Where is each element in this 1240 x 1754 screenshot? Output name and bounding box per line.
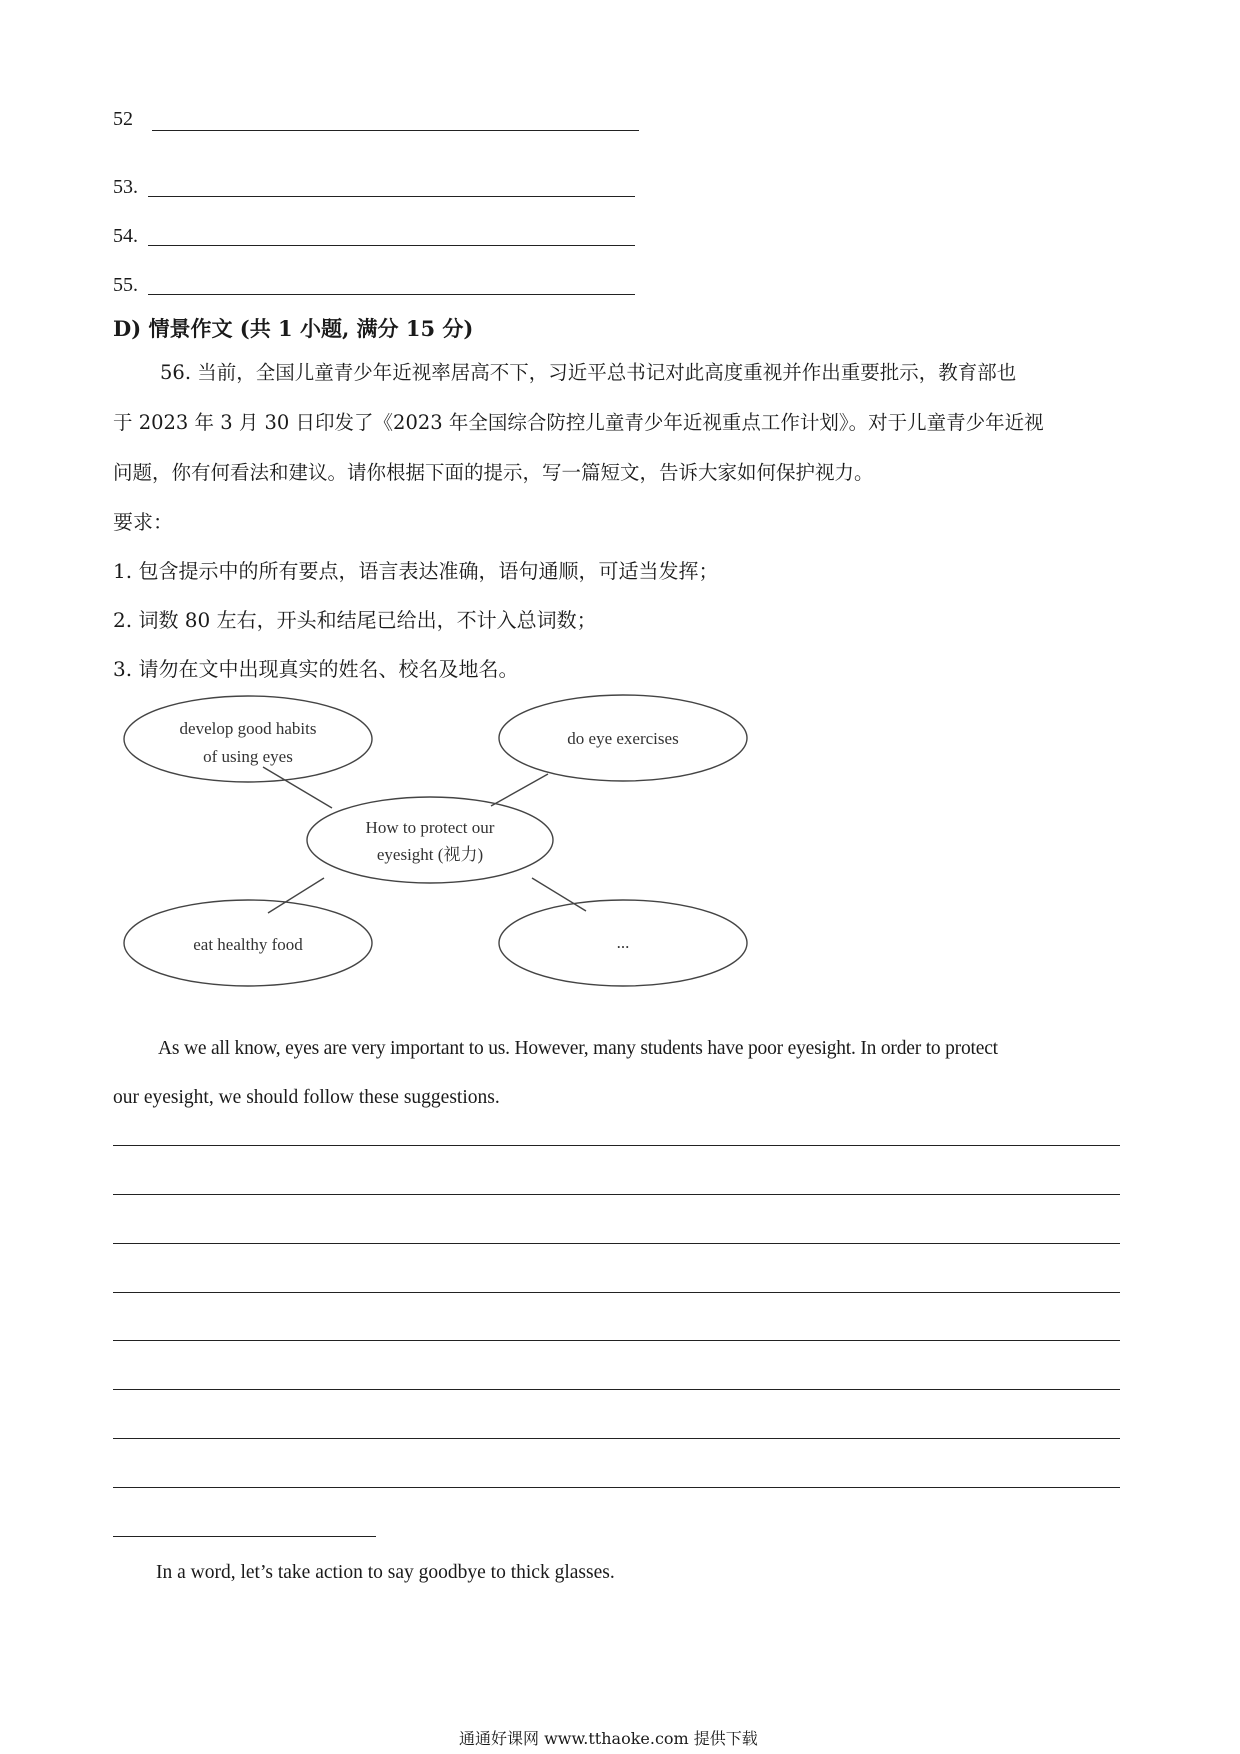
- node-top-left: [124, 696, 372, 782]
- requirement-item-3: 3. 请勿在文中出现真实的姓名、校名及地名。: [113, 657, 519, 681]
- prompt-line-2: 于 2023 年 3 月 30 日印发了《2023 年全国综合防控儿童青少年近视重点工作计划》。对于儿童青少年近视: [113, 411, 1044, 434]
- writing-line[interactable]: [113, 1292, 1120, 1293]
- answer-line-53-label: 53.: [113, 176, 138, 198]
- answer-line-54-label: 54.: [113, 225, 138, 247]
- writing-line[interactable]: [113, 1389, 1120, 1390]
- writing-line[interactable]: [113, 1487, 1120, 1488]
- writing-line[interactable]: [113, 1340, 1120, 1341]
- answer-line-55-label: 55.: [113, 274, 138, 296]
- connector-bottom-left: [268, 878, 324, 913]
- answer-line-52-blank[interactable]: [152, 130, 639, 131]
- node-bottom-right-text: ...: [616, 933, 630, 952]
- node-top-left-line1: develop good habits: [179, 719, 317, 738]
- answer-line-52-label: 52: [113, 108, 133, 130]
- writing-line-short[interactable]: [113, 1536, 376, 1537]
- section-heading: D) 情景作文 (共 1 小题, 满分 15 分): [113, 316, 474, 341]
- node-top-left-line2: of using eyes: [203, 747, 293, 766]
- answer-line-53-blank[interactable]: [148, 196, 635, 197]
- writing-line[interactable]: [113, 1438, 1120, 1439]
- connector-top-right: [491, 774, 548, 806]
- requirement-item-1: 1. 包含提示中的所有要点，语言表达准确，语句通顺，可适当发挥；: [113, 559, 719, 583]
- node-center-line1: How to protect our: [365, 818, 495, 837]
- essay-opening-line-1: As we all know, eyes are very important to us. However, many students have poor eyesight. In order to protect: [158, 1038, 998, 1059]
- essay-opening-line-2: our eyesight, we should follow these suggestions.: [113, 1087, 500, 1108]
- node-center: [307, 797, 553, 883]
- prompt-line-3: 问题，你有何看法和建议。请你根据下面的提示，写一篇短文，告诉大家如何保护视力。: [113, 461, 874, 484]
- answer-line-54-blank[interactable]: [148, 245, 635, 246]
- page-footer: 通通好课网 www.tthaoke.com 提供下载: [459, 1729, 758, 1748]
- node-bottom-left-text: eat healthy food: [193, 935, 303, 954]
- prompt-line-1: 56. 当前，全国儿童青少年近视率居高不下，习近平总书记对此高度重视并作出重要批示，教育部也: [160, 361, 1017, 384]
- answer-line-55-blank[interactable]: [148, 294, 635, 295]
- node-top-right-text: do eye exercises: [567, 729, 679, 748]
- writing-line[interactable]: [113, 1145, 1120, 1146]
- requirement-item-2: 2. 词数 80 左右，开头和结尾已给出，不计入总词数；: [113, 608, 597, 632]
- writing-line[interactable]: [113, 1194, 1120, 1195]
- mind-map: [100, 690, 780, 1000]
- node-center-line2: eyesight (视力): [376, 845, 484, 864]
- writing-line[interactable]: [113, 1243, 1120, 1244]
- requirements-title: 要求：: [113, 510, 173, 534]
- essay-closing: In a word, let’s take action to say goodbye to thick glasses.: [156, 1562, 615, 1583]
